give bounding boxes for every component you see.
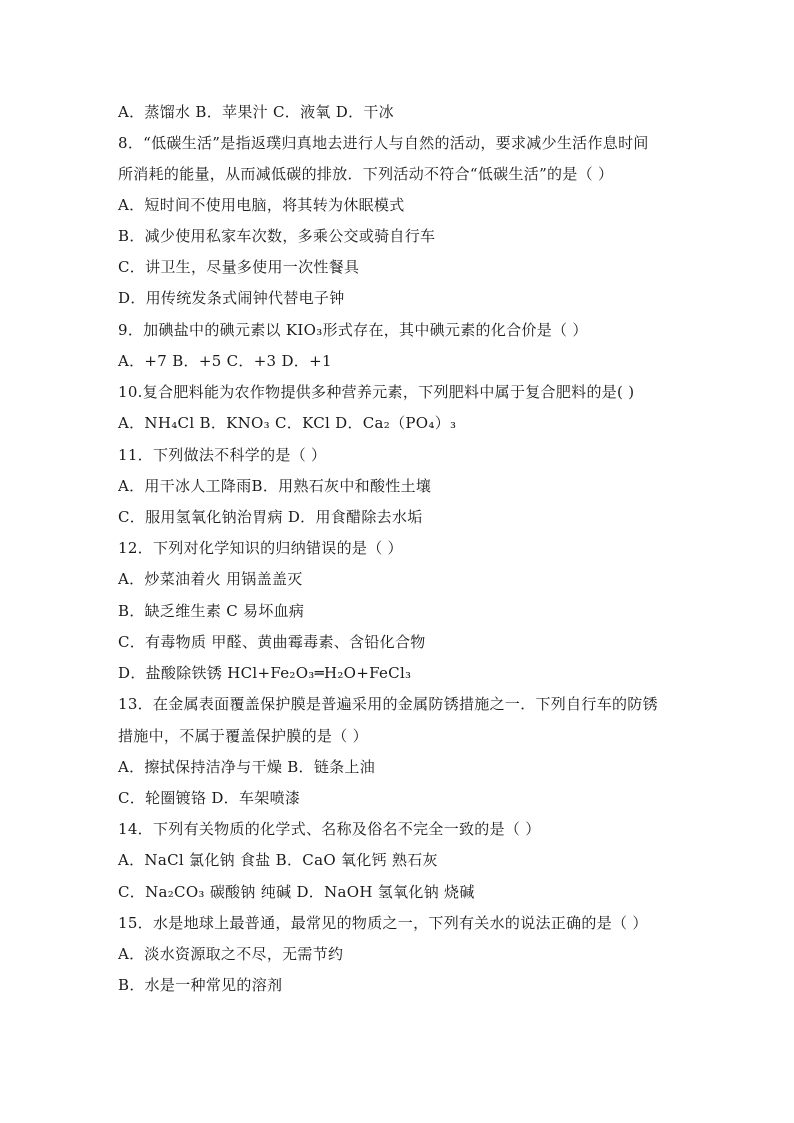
- text-line: 11．下列做法不科学的是（ ）: [118, 446, 327, 464]
- text-line: B．缺乏维生素 C 易坏血病: [118, 602, 305, 620]
- text-line: A．+7 B．+5 C．+3 D．+1: [118, 352, 332, 370]
- text-line: C．Na₂CO₃ 碳酸钠 纯碱 D．NaOH 氢氧化钠 烧碱: [118, 883, 475, 901]
- text-line: 措施中，不属于覆盖保护膜的是（ ）: [118, 727, 368, 745]
- text-line: A．蒸馏水 B．苹果汁 C．液氧 D．干冰: [118, 103, 394, 121]
- text-line: 12．下列对化学知识的归纳错误的是（ ）: [118, 539, 403, 557]
- text-line: A．短时间不使用电脑，将其转为休眠模式: [118, 196, 405, 214]
- text-line: C．轮圈镀铬 D．车架喷漆: [118, 789, 301, 807]
- text-line: B．减少使用私家车次数，多乘公交或骑自行车: [118, 227, 436, 245]
- text-line: A．NaCl 氯化钠 食盐 B．CaO 氧化钙 熟石灰: [118, 851, 438, 869]
- text-line: 15．水是地球上最普通，最常见的物质之一，下列有关水的说法正确的是（ ）: [118, 914, 648, 932]
- text-line: A．用干冰人工降雨B．用熟石灰中和酸性土壤: [118, 477, 432, 495]
- text-line: C．讲卫生，尽量多使用一次性餐具: [118, 258, 360, 276]
- text-line: B．水是一种常见的溶剂: [118, 976, 283, 994]
- text-line: A．NH₄Cl B．KNO₃ C．KCl D．Ca₂（PO₄）₃: [118, 414, 457, 432]
- text-line: 所消耗的能量，从而减低碳的排放．下列活动不符合“低碳生活”的是（ ）: [118, 165, 614, 183]
- text-line: 8．“低碳生活”是指返璞归真地去进行人与自然的活动，要求减少生活作息时间: [118, 134, 649, 152]
- text-line: D．盐酸除铁锈 HCl+Fe₂O₃═H₂O+FeCl₃: [118, 664, 412, 682]
- text-line: 9．加碘盐中的碘元素以 KIO₃形式存在，其中碘元素的化合价是（ ）: [118, 321, 588, 339]
- text-line: 10.复合肥料能为农作物提供多种营养元素，下列肥料中属于复合肥料的是( ): [118, 383, 635, 401]
- text-line: A．炒菜油着火 用锅盖盖灭: [118, 570, 303, 588]
- text-line: C．服用氢氧化钠治胃病 D．用食醋除去水垢: [118, 508, 423, 526]
- text-line: C．有毒物质 甲醛、黄曲霉毒素、含铅化合物: [118, 633, 426, 651]
- text-line: A．擦拭保持洁净与干燥 B．链条上油: [118, 758, 376, 776]
- text-line: D．用传统发条式闹钟代替电子钟: [118, 289, 345, 307]
- text-line: A．淡水资源取之不尽，无需节约: [118, 945, 344, 963]
- text-line: 13．在金属表面覆盖保护膜是普遍采用的金属防锈措施之一．下列自行车的防锈: [118, 695, 658, 713]
- text-line: 14．下列有关物质的化学式、名称及俗名不完全一致的是（ ）: [118, 820, 541, 838]
